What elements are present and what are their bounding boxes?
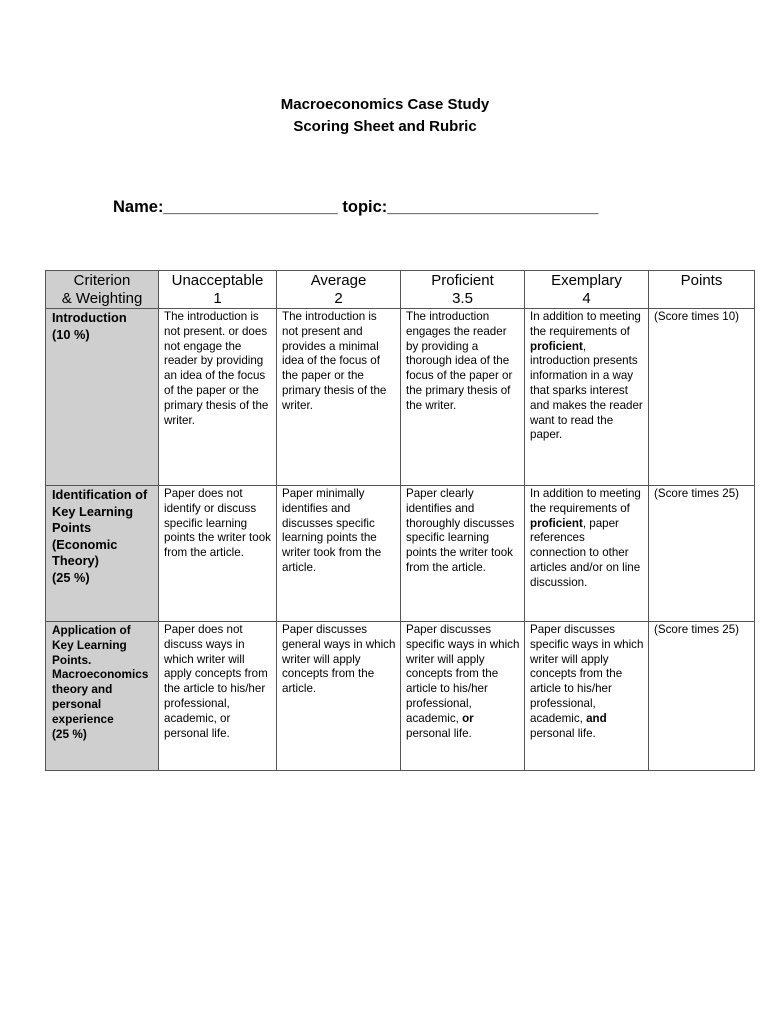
header-points-label: Points <box>680 272 723 289</box>
unacceptable-cell: The introduction is not present. or does not engage the reader by providing an idea of the focus of the paper or the primary thesis of the writer. <box>159 309 277 486</box>
average-cell: Paper discusses general ways in which writer will apply concepts from the article. <box>277 622 401 771</box>
exemplary-cell <box>525 486 649 622</box>
exemplary-text-bold: proficient <box>530 516 583 530</box>
criterion-text: Application of Key Learning Points. Macroeconomics theory and personal experience (25 %) <box>52 623 149 741</box>
proficient-cell: The introduction engages the reader by providing a thorough idea of the focus of the paper or the primary thesis of the writer. <box>401 309 525 486</box>
points-cell: (Score times 25) <box>649 486 755 622</box>
table-row <box>46 622 755 771</box>
criterion-text: Introduction (10 %) <box>52 310 127 342</box>
exemplary-text-bold: proficient <box>530 339 583 353</box>
table-row <box>46 309 755 486</box>
name-topic-line: Name:___________________ topic:_______________________ <box>113 198 599 216</box>
rubric-table <box>45 270 755 771</box>
title-line-2: Scoring Sheet and Rubric <box>293 118 477 135</box>
exemplary-cell <box>525 622 649 771</box>
criterion-cell <box>46 309 159 486</box>
proficient-text-bold: or <box>462 711 474 725</box>
exemplary-text-bold: and <box>586 711 607 725</box>
header-proficient-score: 3.5 <box>452 290 473 307</box>
header-row <box>46 271 755 309</box>
header-exemplary-score: 4 <box>582 290 591 307</box>
header-exemplary-label: Exemplary <box>551 272 622 289</box>
proficient-cell: Paper clearly identifies and thoroughly discusses specific learning points the writer took from the article. <box>401 486 525 622</box>
header-unacceptable-label: Unacceptable <box>171 272 264 289</box>
average-cell: The introduction is not present and provides a minimal idea of the focus of the paper or the primary thesis of the writer. <box>277 309 401 486</box>
document-title <box>0 94 770 138</box>
title-line-1: Macroeconomics Case Study <box>280 96 490 113</box>
header-proficient-label: Proficient <box>431 272 494 289</box>
criterion-cell <box>46 622 159 771</box>
proficient-text-after: personal life. <box>406 726 472 740</box>
header-proficient <box>401 271 525 309</box>
exemplary-text-after: , paper references connection to other articles and/or on line discussion. <box>530 516 641 589</box>
exemplary-text-after: personal life. <box>530 726 596 740</box>
exemplary-cell <box>525 309 649 486</box>
average-cell: Paper minimally identifies and discusses specific learning points the writer took from the article. <box>277 486 401 622</box>
header-criterion-bottom: & Weighting <box>61 290 143 307</box>
exemplary-text-before: Paper discusses specific ways in which writer will apply concepts from the article to his/her professional, academic, <box>530 623 644 725</box>
header-criterion-top: Criterion <box>73 272 131 289</box>
exemplary-text-before: In addition to meeting the requirements of <box>530 310 641 338</box>
criterion-text: Identification of Key Learning Points (Economic Theory) (25 %) <box>52 487 148 585</box>
table-row <box>46 486 755 622</box>
exemplary-text-before: In addition to meeting the requirements of <box>530 487 641 515</box>
exemplary-text-after: , introduction presents information in a way that sparks interest and makes the reader want to read the paper. <box>530 339 643 442</box>
header-exemplary <box>525 271 649 309</box>
proficient-text-before: Paper discusses specific ways in which writer will apply concepts from the article to his/her professional, academic, <box>406 623 520 725</box>
header-unacceptable-score: 1 <box>213 290 222 307</box>
criterion-cell <box>46 486 159 622</box>
points-cell: (Score times 10) <box>649 309 755 486</box>
proficient-cell <box>401 622 525 771</box>
header-average <box>277 271 401 309</box>
unacceptable-cell: Paper does not identify or discuss specific learning points the writer took from the article. <box>159 486 277 622</box>
points-cell: (Score times 25) <box>649 622 755 771</box>
header-unacceptable <box>159 271 277 309</box>
header-criterion <box>46 271 159 309</box>
header-points <box>649 271 755 309</box>
header-average-label: Average <box>310 272 367 289</box>
header-average-score: 2 <box>334 290 343 307</box>
unacceptable-cell: Paper does not discuss ways in which writer will apply concepts from the article to his/her professional, academic, or personal life. <box>159 622 277 771</box>
